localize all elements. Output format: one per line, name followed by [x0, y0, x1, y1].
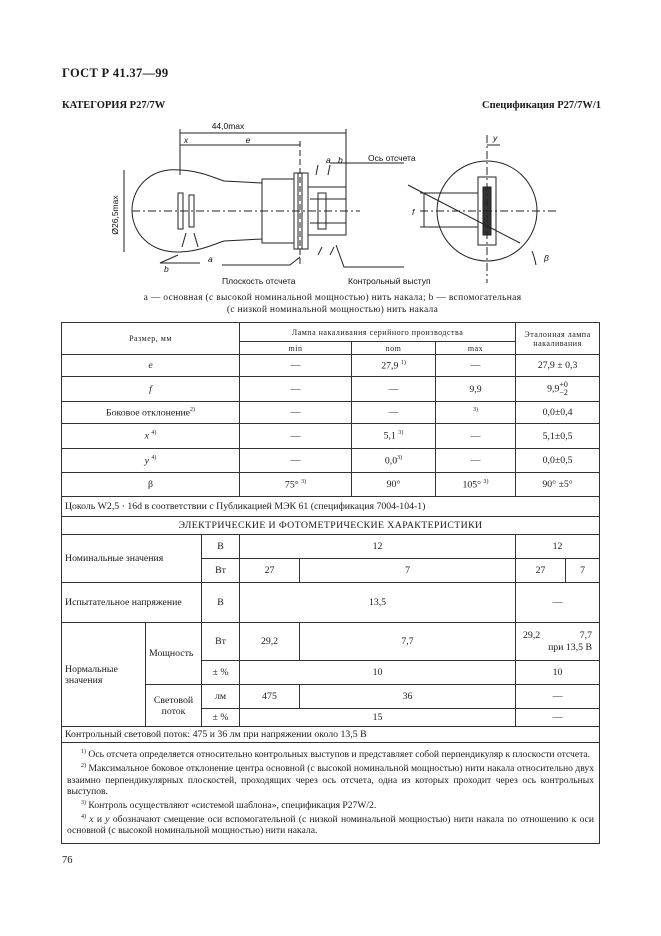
footnotes	[62, 743, 600, 844]
row-name: Боковое отклонение$^{2)}$	[62, 402, 240, 424]
cell-max: —	[436, 449, 516, 473]
col-serial-header: Лампа накаливания серийного производства	[240, 323, 516, 342]
page-number: 76	[62, 855, 73, 866]
cell-max: 9,9	[436, 377, 516, 402]
unit-pct-flux: ± %	[202, 709, 240, 727]
unit-v-test: В	[202, 583, 240, 623]
table-row	[62, 473, 600, 497]
rated-w1-ref: 27	[516, 559, 566, 583]
dim-length: 44,0max	[211, 121, 245, 131]
unit-w: Вт	[202, 559, 240, 583]
category-title: КАТЕГОРИЯ Р27/7W	[62, 100, 166, 111]
base-note: Цоколь W2,5 · 16d в соответствии с Публикацией МЭК 61 (спецификация 7004-104-1)	[62, 497, 600, 517]
unit-pct-power: ± %	[202, 661, 240, 685]
dim-diameter: Ø26,5max	[110, 195, 120, 235]
cell-ref: 90° ±5°	[516, 473, 600, 497]
rated-w2-ref: 7	[566, 559, 600, 583]
power2: 7,7	[300, 623, 516, 661]
power-tol: 10	[240, 661, 516, 685]
flux-ref: —	[516, 685, 600, 709]
table-row	[62, 355, 600, 377]
ref-plane-label: Плоскость отсчета	[222, 276, 296, 286]
flux-tol-ref: —	[516, 709, 600, 727]
ref-axis-label: Ось отсчета	[368, 153, 416, 163]
rated-w2: 7	[300, 559, 516, 583]
cell-ref: 27,9 ± 0,3	[516, 355, 600, 377]
dim-x: x	[183, 135, 189, 145]
cell-ref: 5,1±0,5	[516, 424, 600, 449]
test-v-ref: —	[516, 583, 600, 623]
cell-min: —	[240, 424, 352, 449]
table-row	[62, 449, 600, 473]
footnote-4: $^{4)}$ x и y обозначают смещение оси вспомогательной (с низкой номинальной мощностью) нити накала по отношению к оси основной (с высокой номинальной мощностью) нити накала.	[67, 813, 595, 837]
cell-min: —	[240, 355, 352, 377]
dim-y: y	[493, 133, 498, 143]
label-b1: b	[338, 155, 343, 165]
col-ref-header: Эталонная лампа накаливания	[516, 323, 600, 355]
dim-f: f	[412, 207, 415, 217]
col-min: min	[240, 342, 352, 355]
row-name: e	[62, 355, 240, 377]
test-v: 13,5	[240, 583, 516, 623]
cell-nom: —	[352, 377, 436, 402]
cell-min: —	[240, 377, 352, 402]
control-flux-note: Контрольный световой поток: 475 и 36 лм при напряжении около 13,5 В	[62, 727, 600, 743]
table-row	[62, 377, 600, 402]
power-tol-ref: 10	[516, 661, 600, 685]
rated-v-ref: 12	[516, 535, 600, 559]
rated-label: Номинальные значения	[62, 535, 202, 583]
power-ref: 29,2 7,7 при 13,5 В	[516, 623, 600, 661]
row-name: f	[62, 377, 240, 402]
specification-table	[61, 322, 600, 844]
unit-v: В	[202, 535, 240, 559]
caption-line-2: (с низкой номинальной мощностью) нить накала	[226, 305, 439, 315]
label-a2: a	[208, 254, 213, 264]
standard-title: ГОСТ Р 41.37—99	[62, 66, 169, 80]
cell-nom: —	[352, 402, 436, 424]
cell-nom: 90°	[352, 473, 436, 497]
flux1: 475	[240, 685, 300, 709]
flux-label: Световой поток	[146, 685, 202, 727]
table-row	[62, 424, 600, 449]
row-name: β	[62, 473, 240, 497]
cell-nom: 5,1 $^{3)}$	[352, 424, 436, 449]
cell-nom: 0,0$^{3)}$	[352, 449, 436, 473]
cell-nom: 27,9 $^{1)}$	[352, 355, 436, 377]
figure-caption	[60, 292, 605, 316]
col-nom: nom	[352, 342, 436, 355]
col-size-header: Размер, мм	[62, 323, 240, 355]
lamp-drawing	[0, 115, 661, 295]
cell-ref: 0,0±0,5	[516, 449, 600, 473]
cell-min: —	[240, 449, 352, 473]
rated-w1: 27	[240, 559, 300, 583]
col-max: max	[436, 342, 516, 355]
test-voltage-label: Испытательное напряжение	[62, 583, 202, 623]
footnote-1: $^{1)}$ Ось отсчета определяется относительно контрольных выступов и представляет собой перпендикуляр к плоскости отсчета.	[81, 749, 591, 761]
label-a1: a	[326, 155, 331, 165]
normal-label: Нормальные значения	[62, 623, 146, 727]
cell-min: 75° $^{3)}$	[240, 473, 352, 497]
caption-line-1: a — основная (с высокой номинальной мощностью) нить накала; b — вспомогательная	[143, 293, 522, 303]
flux-tol: 15	[240, 709, 516, 727]
cell-ref: 0,0±0,4	[516, 402, 600, 424]
cell-max: —	[436, 355, 516, 377]
table-row	[62, 402, 600, 424]
dim-e: e	[245, 135, 251, 145]
power-label: Мощность	[146, 623, 202, 685]
footnote-3: $^{3)}$ Контроль осуществляют «системой шаблона», спецификация Р27W/2.	[81, 799, 377, 811]
cell-ref: 9,9+0 −2	[516, 377, 600, 402]
spec-title: Спецификация Р27/7W/1	[481, 100, 601, 111]
row-name: x $^{4)}$	[62, 424, 240, 449]
elec-section-title: ЭЛЕКТРИЧЕСКИЕ И ФОТОМЕТРИЧЕСКИЕ ХАРАКТЕРИСТИКИ	[62, 517, 600, 535]
cell-max: 3)	[436, 402, 516, 424]
label-b2: b	[164, 264, 169, 274]
rated-v: 12	[240, 535, 516, 559]
cell-max: —	[436, 424, 516, 449]
cell-max: 105° $^{3)}$	[436, 473, 516, 497]
footnote-2: $^{2)}$ Максимальное боковое отклонение центра основной (с высокой номинальной мощностью) нити накала относительно двух взаимно перпендикулярных плоскостей, проходящих через ось отсчета, одна из которых проходит через ось контрольных выступов.	[67, 762, 595, 798]
flux2: 36	[300, 685, 516, 709]
control-lug-label: Контрольный выступ	[348, 276, 431, 286]
unit-w-power: Вт	[202, 623, 240, 661]
row-name: y $^{4)}$	[62, 449, 240, 473]
unit-lm: лм	[202, 685, 240, 709]
cell-min: —	[240, 402, 352, 424]
power1: 29,2	[240, 623, 300, 661]
angle-beta: β	[544, 253, 549, 263]
